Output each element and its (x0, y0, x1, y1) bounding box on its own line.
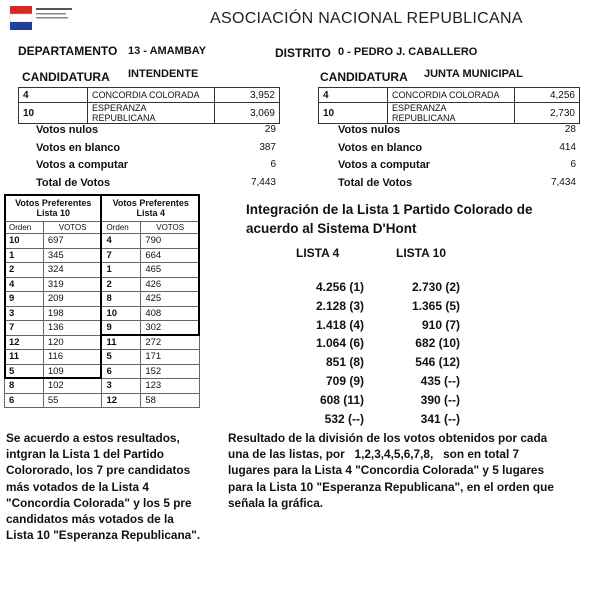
orden-cell: 1 (102, 263, 141, 278)
votos-cell: 272 (141, 335, 200, 350)
flag-icon (8, 4, 76, 36)
party-logo (8, 4, 76, 36)
stat-label: Votos en blanco (36, 141, 121, 154)
dhont-value: 390 (--) (420, 392, 460, 407)
table-row (5, 321, 200, 336)
votos-cell: 120 (43, 335, 102, 350)
table-row (5, 335, 200, 350)
intendente-candidatura-label: CANDIDATURA (22, 70, 110, 84)
distrito-value: 0 - PEDRO J. CABALLERO (338, 46, 478, 58)
intendente-stats (36, 124, 276, 194)
table-header-row (5, 195, 200, 222)
dhont-value: 709 (9) (325, 373, 364, 388)
votos-cell: 426 (141, 277, 200, 292)
votos-cell: 116 (43, 350, 102, 365)
table-row (5, 248, 200, 263)
votos-cell: 102 (43, 379, 102, 394)
text-line: señala la gráfica. (228, 495, 324, 510)
preferential-rows (5, 234, 200, 408)
dhont-title-line: Integración de la Lista 1 Partido Colorado de (246, 202, 533, 217)
dhont-col2-header: LISTA 10 (396, 246, 447, 260)
list-votes: 3,069 (215, 103, 280, 124)
header-lista-4: Votos Preferentes Lista 4 (102, 195, 200, 222)
table-row (5, 393, 200, 408)
list-name: ESPERANZA REPUBLICANA (388, 103, 515, 124)
orden-cell: 8 (5, 379, 44, 394)
list-number: 4 (19, 88, 88, 103)
votos-cell: 58 (141, 393, 200, 408)
orden-cell: 12 (102, 393, 141, 408)
text-line: para la Lista 10 "Esperanza Republicana", en el orden que (228, 479, 554, 494)
stat-value: 387 (259, 141, 276, 153)
text-line: Lista 10 "Esperanza Republicana". (6, 528, 201, 543)
dhont-value: 532 (--) (324, 411, 364, 426)
dhont-title-line: acuerdo al Sistema D'Hont (246, 221, 417, 236)
dhont-value: 435 (--) (420, 373, 460, 388)
orden-cell: 2 (5, 263, 44, 278)
intendente-results-table (18, 87, 280, 124)
orden-cell: 5 (102, 350, 141, 365)
junta-candidatura-label: CANDIDATURA (320, 70, 408, 84)
orden-cell: 6 (5, 393, 44, 408)
col-votos: VOTOS (141, 222, 200, 234)
votos-cell: 425 (141, 292, 200, 307)
text-line: Resultado de la división de los votos obtenidos por cada (228, 431, 548, 445)
departamento-label: DEPARTAMENTO (18, 44, 118, 58)
right-explanation (228, 430, 598, 511)
stat-row (338, 124, 578, 142)
text-line: "Concordia Colorada" y los 5 pre (6, 495, 192, 510)
dhont-title (246, 200, 533, 238)
orden-cell: 7 (102, 248, 141, 263)
left-explanation (6, 430, 216, 543)
stat-label: Total de Votos (338, 176, 413, 189)
list-votes: 4,256 (515, 88, 580, 103)
departamento-value: 13 - AMAMBAY (128, 45, 207, 57)
votos-cell: 324 (43, 263, 102, 278)
dhont-value: 546 (12) (415, 355, 460, 370)
dhont-value: 1.418 (4) (315, 317, 364, 332)
stat-row (338, 177, 578, 195)
stat-value: 29 (264, 124, 276, 135)
table-row (19, 88, 280, 103)
dhont-value: 2.128 (3) (315, 298, 364, 313)
stat-label: Votos a computar (338, 159, 431, 171)
dhont-value: 1.365 (5) (411, 298, 460, 313)
orden-cell: 12 (5, 335, 44, 350)
votos-cell: 302 (141, 321, 200, 336)
text-line: una de las listas, por 1,2,3,4,5,6,7,8, son en total 7 (228, 447, 520, 462)
table-subheader-row (5, 222, 200, 234)
text-line: candidatos más votados de la (6, 512, 174, 527)
votos-cell: 136 (43, 321, 102, 336)
stat-value: 6 (570, 159, 576, 170)
dhont-value: 4.256 (1) (315, 280, 364, 294)
votos-cell: 319 (43, 277, 102, 292)
orden-cell: 10 (5, 234, 44, 249)
stat-label: Votos a computar (36, 159, 129, 171)
stat-value: 7,443 (250, 176, 276, 188)
table-row (5, 306, 200, 321)
orden-cell: 4 (102, 234, 141, 249)
stat-value: 28 (564, 124, 576, 135)
list-name: CONCORDIA COLORADA (88, 88, 215, 103)
votos-cell: 152 (141, 364, 200, 379)
votos-cell: 345 (43, 248, 102, 263)
stat-row (36, 159, 276, 177)
distrito-label: DISTRITO (275, 46, 331, 60)
votos-cell: 697 (43, 234, 102, 249)
votos-cell: 209 (43, 292, 102, 307)
junta-type: JUNTA MUNICIPAL (424, 68, 523, 80)
list-votes: 2,730 (515, 103, 580, 124)
text-line: lugares para la Lista 4 "Concordia Colorada" y 5 lugares (228, 463, 545, 478)
table-row (319, 103, 580, 124)
dhont-value: 2.730 (2) (411, 280, 460, 294)
col-orden: Orden (102, 222, 141, 234)
col-orden: Orden (5, 222, 44, 234)
dhont-value: 851 (8) (325, 355, 364, 370)
orden-cell: 9 (5, 292, 44, 307)
orden-cell: 2 (102, 277, 141, 292)
orden-cell: 11 (102, 335, 141, 350)
table-row (319, 88, 580, 103)
junta-results-table (318, 87, 580, 124)
stat-label: Total de Votos (36, 176, 111, 189)
intendente-type: INTENDENTE (128, 68, 199, 80)
orden-cell: 3 (102, 379, 141, 394)
dhont-value: 682 (10) (415, 336, 460, 351)
votos-cell: 790 (141, 234, 200, 249)
text-line: Colororado, los 7 pre candidatos (6, 463, 191, 478)
text-line: Se acuerdo a estos resultados, (6, 431, 180, 445)
stat-value: 7,434 (550, 176, 576, 188)
preferential-votes-table (4, 194, 200, 408)
stat-row (36, 142, 276, 160)
list-votes: 3,952 (215, 88, 280, 103)
col-votos: VOTOS (43, 222, 102, 234)
table-row (5, 379, 200, 394)
table-row (19, 103, 280, 124)
votos-cell: 55 (43, 393, 102, 408)
stat-label: Votos nulos (36, 124, 99, 136)
votos-cell: 171 (141, 350, 200, 365)
votos-cell: 198 (43, 306, 102, 321)
dhont-value: 910 (7) (421, 317, 460, 332)
table-row (5, 277, 200, 292)
orden-cell: 5 (5, 364, 44, 379)
list-number: 4 (319, 88, 388, 103)
table-row (5, 292, 200, 307)
header-lista-10: Votos Preferentes Lista 10 (5, 195, 102, 222)
votos-cell: 408 (141, 306, 200, 321)
stat-label: Votos en blanco (338, 141, 423, 154)
orden-cell: 1 (5, 248, 44, 263)
stat-row (36, 124, 276, 142)
orden-cell: 4 (5, 277, 44, 292)
table-row (5, 263, 200, 278)
text-line: más votados de la Lista 4 (6, 479, 149, 494)
orden-cell: 9 (102, 321, 141, 336)
votos-cell: 664 (141, 248, 200, 263)
table-row (5, 350, 200, 365)
stat-row (338, 159, 578, 177)
stat-label: Votos nulos (338, 124, 401, 136)
list-name: CONCORDIA COLORADA (388, 88, 515, 103)
organization-title: ASOCIACIÓN NACIONAL REPUBLICANA (210, 10, 523, 27)
stat-row (36, 177, 276, 195)
orden-cell: 3 (5, 306, 44, 321)
votos-cell: 465 (141, 263, 200, 278)
orden-cell: 7 (5, 321, 44, 336)
text-line: intgran la Lista 1 del Partido (6, 447, 164, 462)
dhont-col1 (282, 280, 364, 430)
orden-cell: 10 (102, 306, 141, 321)
dhont-col1-header: LISTA 4 (296, 246, 340, 260)
list-name: ESPERANZA REPUBLICANA (88, 103, 215, 124)
table-row (5, 234, 200, 249)
junta-stats (338, 124, 578, 194)
stat-value: 6 (270, 159, 276, 170)
votos-cell: 109 (43, 364, 102, 379)
orden-cell: 6 (102, 364, 141, 379)
dhont-value: 341 (--) (420, 411, 460, 426)
table-row (5, 364, 200, 379)
stat-row (338, 142, 578, 160)
dhont-col2 (378, 280, 460, 430)
dhont-value: 608 (11) (319, 392, 364, 407)
dhont-value: 1.064 (6) (315, 336, 364, 351)
votos-cell: 123 (141, 379, 200, 394)
list-number: 10 (19, 103, 88, 124)
orden-cell: 11 (5, 350, 44, 365)
orden-cell: 8 (102, 292, 141, 307)
list-number: 10 (319, 103, 388, 124)
stat-value: 414 (559, 141, 576, 153)
